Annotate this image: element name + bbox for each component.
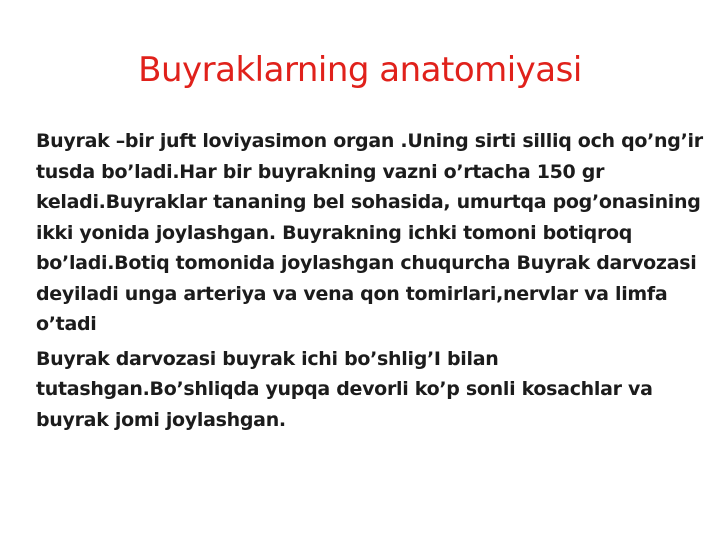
slide-title: Buyraklarning anatomiyasi	[138, 50, 582, 90]
body-paragraph-2: Buyrak darvozasi buyrak ichi bo’shlig’I bilan tutashgan.Bo’shliqda yupqa devorli ko’p sonli kosachlar va buyrak jomi joylashgan.	[36, 347, 653, 431]
slide-body	[36, 126, 706, 439]
body-paragraph-1: Buyrak –bir juft loviyasimon organ .Uning sirti silliq och qo’ng’ir tusda bo’ladi.Har bir buyrakning vazni o’rtacha 150 gr keladi.Buyraklar tananing bel sohasida, umurtqa pog’onasining ikki yonida joylashgan. Buyrakning ichki tomoni botiqroq bo’ladi.Botiq tomonida joylashgan chuqurcha Buyrak darvozasi deyiladi unga arteriya va vena qon tomirlari,nervlar va limfa o’tadi	[36, 130, 703, 335]
